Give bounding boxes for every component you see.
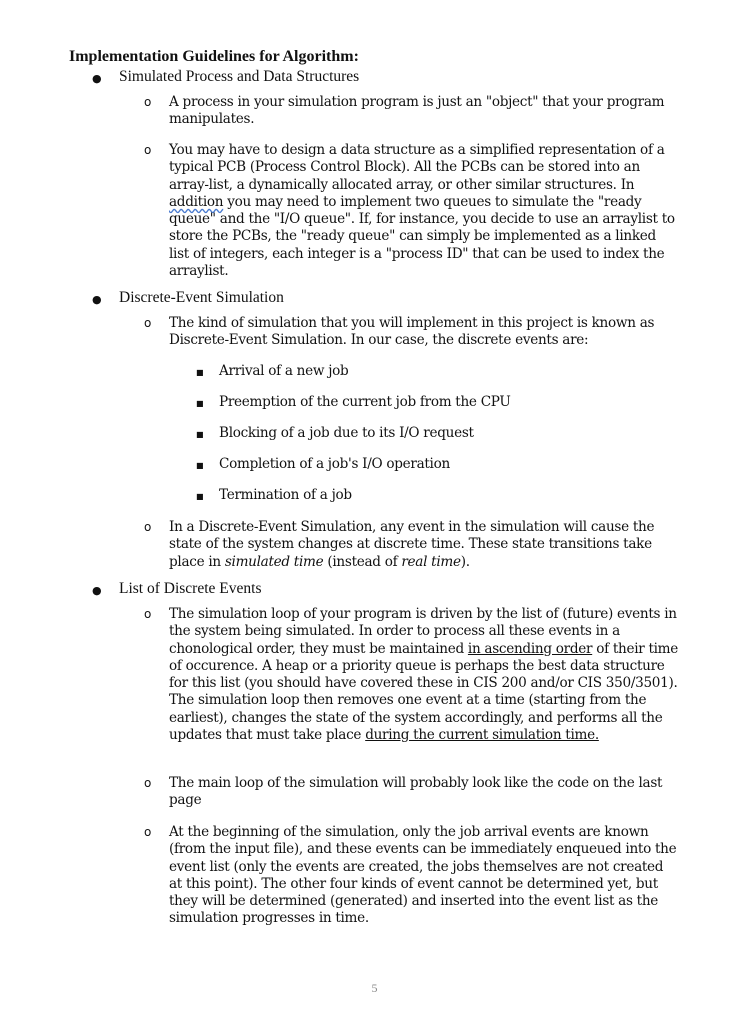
text-run: You may have to design a data structure as a simplified representation of a typical PCB (Process Control Block). All the PCBs can be stored into an array-list, a dynamically allocated array, or other similar structures. In — [169, 142, 665, 193]
paragraph: The kind of simulation that you will implement in this project is known as Discrete-Event Simulation. In our case, the discrete events are: — [169, 315, 655, 349]
sub-bullet-icon: o — [144, 143, 152, 157]
paragraph — [169, 519, 679, 571]
square-bullet-icon: ■ — [196, 368, 204, 377]
event-item: Termination of a job — [219, 487, 352, 503]
square-bullet-icon: ■ — [196, 461, 204, 470]
spelling-flag: addition — [169, 193, 224, 210]
event-item: Arrival of a new job — [219, 363, 349, 379]
text-run: you may need to implement two queues to simulate the "ready queue" and the "I/O queue". If, for instance, you decide to use an arraylist to store the PCBs, the "ready queue" can simply be implemented as a linked list of integers, each integer is a "process ID" that can be used to index the arraylist. — [169, 193, 675, 280]
sub-bullet-icon: o — [144, 316, 152, 330]
sub-bullet-icon: o — [144, 825, 152, 839]
list-item-title: List of Discrete Events — [119, 580, 262, 597]
list-item-title: Discrete-Event Simulation — [119, 289, 284, 306]
page-number: 5 — [371, 981, 378, 995]
event-item: Completion of a job's I/O operation — [219, 456, 450, 472]
text-run: In a Discrete-Event Simulation, any event in the simulation will cause the state of the system changes at discrete time. These state transitions take place in — [169, 519, 655, 570]
paragraph — [169, 606, 679, 744]
event-item: Preemption of the current job from the CPU — [219, 394, 511, 410]
square-bullet-icon: ■ — [196, 430, 204, 439]
text-run: ). — [460, 553, 470, 570]
square-bullet-icon: ■ — [196, 399, 204, 408]
text-run: The simulation loop of your program is driven by the list of (future) events in the system being simulated. In order to process all these events in a chonological order, they must be maintained — [169, 606, 677, 657]
paragraph: At the beginning of the simulation, only the job arrival events are known (from the input file), and these events can be immediately enqueued into the event list (only the events are created, the jobs themselves are not created at this point). The other four kinds of event cannot be determined yet, but they will be determined (generated) and inserted into the event list as the simulation progresses in time. — [169, 824, 677, 927]
paragraph — [169, 142, 679, 280]
paragraph: A process in your simulation program is just an "object" that your program manipulates. — [169, 94, 665, 128]
underlined-text: during the current simulation time. — [365, 727, 599, 744]
text-run: (instead of — [323, 553, 402, 570]
paragraph: The main loop of the simulation will probably look like the code on the last page — [169, 775, 663, 809]
square-bullet-icon: ■ — [196, 492, 204, 501]
bullet-icon: ● — [92, 293, 102, 306]
sub-bullet-icon: o — [144, 520, 152, 534]
bullet-icon: ● — [92, 72, 102, 85]
section-heading: Implementation Guidelines for Algorithm: — [69, 48, 359, 65]
sub-bullet-icon: o — [144, 95, 152, 109]
emphasis: real time — [401, 553, 461, 570]
bullet-icon: ● — [92, 584, 102, 597]
underlined-text: in ascending order — [467, 640, 593, 657]
event-item: Blocking of a job due to its I/O request — [219, 425, 474, 441]
sub-bullet-icon: o — [144, 607, 152, 621]
emphasis: simulated time — [224, 553, 324, 570]
text-run: of their time of occurence. A heap or a priority queue is perhaps the best data structure for this list (you should have covered these in CIS 200 and/or CIS 350/3501). The simulation loop then removes one event at a time (starting from the earliest), changes the state of the system accordingly, and performs all the updates that must take place — [169, 640, 679, 744]
sub-bullet-icon: o — [144, 776, 152, 790]
list-item-title: Simulated Process and Data Structures — [119, 68, 360, 85]
